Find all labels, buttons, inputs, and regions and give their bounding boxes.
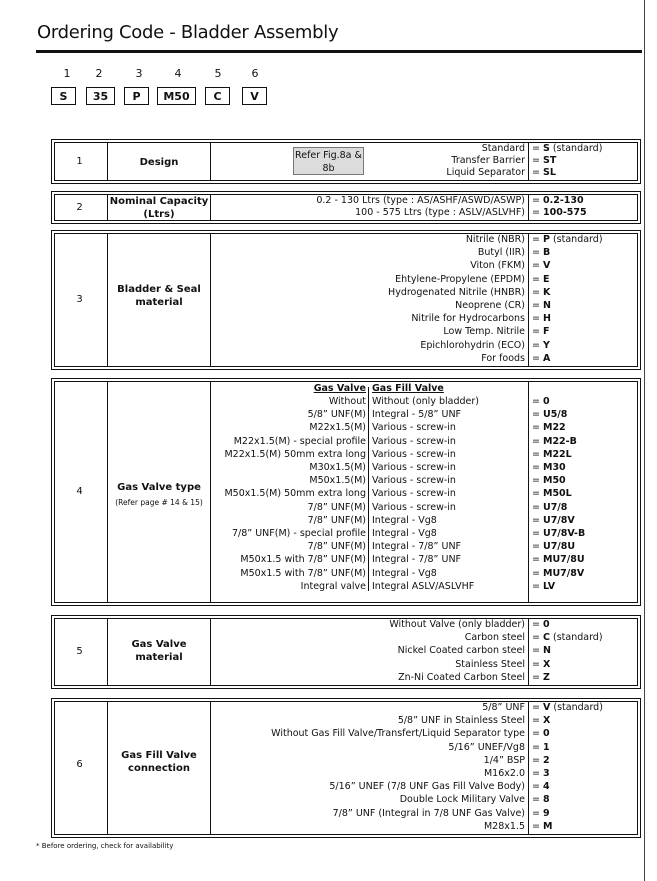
code-box-material: P xyxy=(124,87,149,105)
gas-valve-option: M50x1.5(M) 50mm extra long xyxy=(224,488,366,500)
code-position: 2 xyxy=(95,67,103,80)
option-text: 1/4” BSP xyxy=(483,754,525,766)
gas-valve-option: M50x1.5 with 7/8” UNF(M) xyxy=(240,554,366,566)
code-value: = M22-B xyxy=(532,435,577,447)
option-text: Liquid Separator xyxy=(446,167,525,178)
option-text: Nickel Coated carbon steel xyxy=(397,645,525,657)
gas-valve-option: M22x1.5(M) xyxy=(309,422,366,434)
code-value: = 0 xyxy=(532,396,550,407)
gas-fill-valve-option: Integral - 5/8” UNF xyxy=(372,409,462,421)
code-box-valve-material: C xyxy=(205,87,230,105)
code-value: = 3 xyxy=(532,768,550,779)
code-position: 3 xyxy=(135,67,143,80)
option-text: Low Temp. Nitrile xyxy=(443,326,525,338)
code-position: 1 xyxy=(63,67,71,80)
row-category: Bladder & Seal material xyxy=(117,284,201,308)
table-row-bladder-material xyxy=(51,230,641,370)
option-text: Epichlorohydrin (ECO) xyxy=(420,339,525,351)
title-rule xyxy=(36,50,642,53)
code-value: = X xyxy=(532,658,551,670)
gas-valve-option: Integral valve xyxy=(300,580,366,592)
option-text: M16x2.0 xyxy=(483,768,525,779)
gas-valve-option: 7/8” UNF(M) xyxy=(307,541,366,553)
gas-fill-valve-option: Integral ASLV/ASLVHF xyxy=(372,580,475,592)
code-value: = C (standard) xyxy=(532,632,603,644)
table-row-gas-fill-connection xyxy=(51,698,641,838)
code-value: = M22L xyxy=(532,448,572,460)
row-number: 1 xyxy=(76,156,83,167)
table-row-capacity xyxy=(51,191,641,224)
code-value: = U7/8V-B xyxy=(532,528,586,539)
table-row-design xyxy=(51,139,641,184)
code-value: = 1 xyxy=(532,741,550,753)
option-text: Standard xyxy=(481,143,525,154)
code-box-capacity: 35 xyxy=(86,87,115,105)
code-value: = 0.2-130 xyxy=(532,195,584,206)
code-value: = A xyxy=(532,352,551,364)
option-text: 100 - 575 Ltrs (type : ASLV/ASLVHF) xyxy=(355,207,525,218)
gas-fill-valve-option: Various - screw-in xyxy=(372,488,456,500)
code-value: = Z xyxy=(532,671,550,683)
option-text: 5/16” UNEF/Vg8 xyxy=(448,741,525,753)
option-text: Carbon steel xyxy=(464,632,525,644)
gas-valve-option: 5/8” UNF(M) xyxy=(307,409,366,421)
row-note: (Refer page # 14 & 15) xyxy=(115,498,203,507)
code-value: = U5/8 xyxy=(532,409,568,421)
row-category: Nominal Capacity (Ltrs) xyxy=(109,196,209,220)
code-value: = U7/8V xyxy=(532,514,575,526)
gas-valve-option: M22x1.5(M) - special profile xyxy=(233,435,366,447)
gas-fill-valve-option: Various - screw-in xyxy=(372,475,456,487)
option-text: Neoprene (CR) xyxy=(455,300,525,311)
code-value: = SL xyxy=(532,167,556,178)
gas-valve-option: M50x1.5(M) xyxy=(309,475,366,487)
code-value: = 9 xyxy=(532,807,550,819)
code-value: = ST xyxy=(532,155,557,166)
gas-fill-valve-option: Various - screw-in xyxy=(372,501,456,513)
row-number: 6 xyxy=(76,759,83,770)
gas-valve-option: Without xyxy=(328,396,366,407)
code-value: = B xyxy=(532,247,551,259)
gas-fill-valve-option: Various - screw-in xyxy=(372,448,456,460)
gas-fill-valve-option: Integral - 7/8” UNF xyxy=(372,541,462,553)
code-value: = K xyxy=(532,286,551,298)
option-text: Nitrile (NBR) xyxy=(465,234,525,245)
row-category: Gas Valve type (Refer page # 14 & 15) xyxy=(108,481,210,509)
option-text: 0.2 - 130 Ltrs (type : AS/ASHF/ASWD/ASWP) xyxy=(316,195,525,206)
gas-fill-valve-option: Without (only bladder) xyxy=(372,396,479,407)
page-title: Ordering Code - Bladder Assembly xyxy=(37,22,339,43)
code-value: = N xyxy=(532,300,551,311)
gas-fill-valve-option: Various - screw-in xyxy=(372,435,456,447)
code-box-gas-valve: M50 xyxy=(157,87,196,105)
code-value: = 4 xyxy=(532,781,550,793)
row-category: Gas Valve material xyxy=(131,639,187,663)
option-text: Hydrogenated Nitrile (HNBR) xyxy=(388,286,525,298)
table-row-gas-valve-material xyxy=(51,615,641,689)
code-value: = 2 xyxy=(532,754,550,766)
gas-fill-valve-option: Various - screw-in xyxy=(372,462,456,473)
row-number: 2 xyxy=(76,202,83,213)
option-text: For foods xyxy=(481,352,525,364)
code-value: = F xyxy=(532,326,550,338)
option-text: Ehtylene-Propylene (EPDM) xyxy=(395,273,525,285)
code-value: = M50L xyxy=(532,488,572,500)
row-number: 3 xyxy=(76,294,83,305)
option-text: 5/8” UNF xyxy=(482,702,525,713)
option-text: Without Gas Fill Valve/Transfert/Liquid Separator type xyxy=(271,728,525,740)
footnote: * Before ordering, check for availability xyxy=(36,842,174,850)
page-edge xyxy=(644,0,645,881)
option-text: 5/8” UNF in Stainless Steel xyxy=(397,715,525,727)
option-text: Stainless Steel xyxy=(455,658,525,670)
code-value: = S (standard) xyxy=(532,143,603,154)
option-text: Butyl (IIR) xyxy=(477,247,525,259)
gas-valve-option: 7/8” UNF(M) - special profile xyxy=(231,528,366,539)
row-number: 5 xyxy=(76,646,83,657)
code-value: = Y xyxy=(532,339,550,351)
option-text: 5/16” UNEF (7/8 UNF Gas Fill Valve Body) xyxy=(329,781,525,793)
code-value: = LV xyxy=(532,580,556,592)
code-value: = U7/8U xyxy=(532,541,576,553)
code-value: = X xyxy=(532,715,551,727)
option-text: Double Lock Military Valve xyxy=(399,794,525,806)
code-value: = E xyxy=(532,273,550,285)
gas-valve-option: 7/8” UNF(M) xyxy=(307,514,366,526)
code-value: = V xyxy=(532,260,551,272)
row-category: Design xyxy=(139,157,179,168)
code-value: = U7/8 xyxy=(532,501,568,513)
code-value: = P (standard) xyxy=(532,234,603,245)
gas-valve-option: M22x1.5(M) 50mm extra long xyxy=(224,448,366,460)
gas-fill-valve-option: Integral - Vg8 xyxy=(372,514,437,526)
code-position: 5 xyxy=(214,67,222,80)
code-box-design: S xyxy=(51,87,76,105)
option-text: Zn-Ni Coated Carbon Steel xyxy=(398,671,525,683)
code-value: = M22 xyxy=(532,422,566,434)
gas-valve-option: M50x1.5 with 7/8” UNF(M) xyxy=(240,567,366,579)
gas-fill-valve-header: Gas Fill Valve xyxy=(372,383,444,394)
gas-fill-valve-option: Integral - 7/8” UNF xyxy=(372,554,462,566)
code-value: = V (standard) xyxy=(532,702,603,713)
option-text: Viton (FKM) xyxy=(470,260,525,272)
code-value: = M30 xyxy=(532,462,566,473)
gas-fill-valve-option: Various - screw-in xyxy=(372,422,456,434)
code-value: = 0 xyxy=(532,728,550,740)
row-number: 4 xyxy=(76,486,83,497)
row-category: Gas Fill Valve connection xyxy=(121,750,197,774)
gas-fill-valve-option: Integral - Vg8 xyxy=(372,528,437,539)
code-value: = 100-575 xyxy=(532,207,587,218)
gas-valve-option: 7/8” UNF(M) xyxy=(307,501,366,513)
code-value: = MU7/8U xyxy=(532,554,585,566)
code-position: 6 xyxy=(251,67,259,80)
gas-valve-header: Gas Valve xyxy=(313,383,366,394)
code-value: = M xyxy=(532,820,553,832)
code-box-fill-connection: V xyxy=(242,87,267,105)
gas-fill-valve-option: Integral - Vg8 xyxy=(372,567,437,579)
code-position: 4 xyxy=(174,67,182,80)
option-text: 7/8” UNF (Integral in 7/8 UNF Gas Valve) xyxy=(332,807,525,819)
refer-figure-box: Refer Fig.8a & 8b xyxy=(293,147,364,175)
gas-valve-option: M30x1.5(M) xyxy=(309,462,366,473)
code-value: = N xyxy=(532,645,551,657)
option-text: Without Valve (only bladder) xyxy=(389,619,525,630)
code-value: = H xyxy=(532,313,551,325)
option-text: Nitrile for Hydrocarbons xyxy=(411,313,525,325)
option-text: Transfer Barrier xyxy=(451,155,525,166)
code-value: = M50 xyxy=(532,475,566,487)
code-value: = 0 xyxy=(532,619,550,630)
option-text: M28x1.5 xyxy=(483,820,525,832)
code-value: = MU7/8V xyxy=(532,567,585,579)
code-value: = 8 xyxy=(532,794,550,806)
table-row-gas-valve-type xyxy=(51,378,641,606)
